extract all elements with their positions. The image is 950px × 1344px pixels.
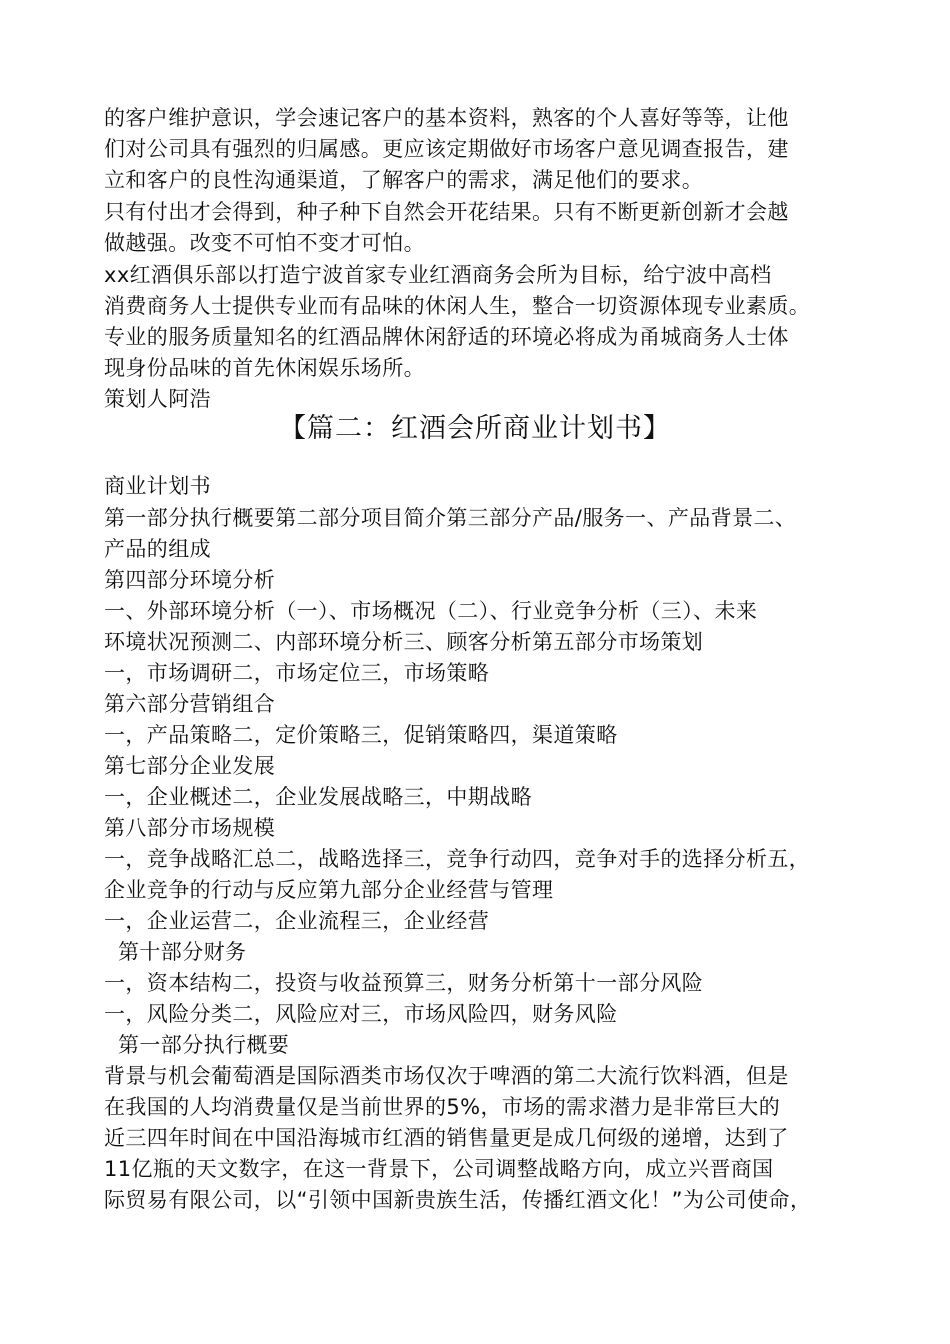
author-line: 策划人阿浩 (104, 387, 211, 411)
toc-line: 一，产品策略二，定价策略三，促销策略四，渠道策略 (104, 723, 618, 747)
toc-line: 企业竞争的行动与反应第九部分企业经营与管理 (104, 878, 554, 902)
paragraph-line: 们对公司具有强烈的归属感。更应该定期做好市场客户意见调查报告，建 (104, 137, 789, 161)
paragraph-line: 背景与机会葡萄酒是国际酒类市场仅次于啤酒的第二大流行饮料酒，但是 (104, 1064, 789, 1088)
paragraph-line: 专业的服务质量知名的红酒品牌休闲舒适的环境必将成为甬城商务人士体 (104, 325, 789, 349)
paragraph-line: 际贸易有限公司，以“引领中国新贵族生活，传播红酒文化！”为公司使命， (104, 1188, 812, 1212)
toc-line: 第四部分环境分析 (104, 568, 276, 592)
toc-line: 一、外部环境分析（一）、市场概况（二）、行业竞争分析（三）、未来 (104, 599, 758, 623)
paragraph-line: 现身份品味的首先休闲娱乐场所。 (104, 356, 425, 380)
paragraph-line: 近三四年时间在中国沿海城市红酒的销售量更是成几何级的递增，达到了 (104, 1126, 789, 1150)
paragraph-line: 在我国的人均消费量仅是当前世界的5%，市场的需求潜力是非常巨大的 (104, 1095, 781, 1119)
toc-line: 一，市场调研二，市场定位三，市场策略 (104, 661, 490, 685)
toc-line: 第一部分执行概要第二部分项目简介第三部分产品/服务一、产品背景二、 (104, 506, 797, 530)
paragraph-line: 的客户维护意识，学会速记客户的基本资料，熟客的个人喜好等等，让他 (104, 106, 789, 130)
paragraph-line: 立和客户的良性沟通渠道，了解客户的需求，满足他们的要求。 (104, 168, 704, 192)
toc-line: 一，企业概述二，企业发展战略三，中期战略 (104, 785, 532, 809)
section-heading: 【篇二：红酒会所商业计划书】 (279, 413, 671, 444)
paragraph-line: 只有付出才会得到，种子种下自然会开花结果。只有不断更新创新才会越 (104, 200, 789, 224)
toc-line: 产品的组成 (104, 537, 211, 561)
paragraph-line: xx红酒俱乐部以打造宁波首家专业红酒商务会所为目标，给宁波中高档 (104, 263, 772, 287)
toc-line: 第八部分市场规模 (104, 816, 276, 840)
paragraph-line: 消费商务人士提供专业而有品味的休闲人生，整合一切资源体现专业素质。 (104, 294, 811, 318)
subsection-heading: 第一部分执行概要 (118, 1033, 290, 1057)
toc-line: 一，企业运营二，企业流程三，企业经营 (104, 909, 490, 933)
toc-line: 环境状况预测二、内部环境分析三、顾客分析第五部分市场策划 (104, 630, 704, 654)
toc-line: 一，风险分类二，风险应对三，市场风险四，财务风险 (104, 1002, 618, 1026)
toc-line: 一，资本结构二，投资与收益预算三，财务分析第十一部分风险 (104, 971, 704, 995)
toc-line: 第六部分营销组合 (104, 692, 276, 716)
toc-line: 第十部分财务 (118, 940, 247, 964)
paragraph-line: 11亿瓶的天文数字，在这一背景下，公司调整战略方向，成立兴晋商国 (104, 1157, 774, 1181)
toc-line: 第七部分企业发展 (104, 754, 276, 778)
document-title: 商业计划书 (104, 474, 211, 498)
paragraph-line: 做越强。改变不可怕不变才可怕。 (104, 231, 425, 255)
toc-line: 一，竞争战略汇总二，战略选择三，竞争行动四，竞争对手的选择分析五， (104, 847, 811, 871)
